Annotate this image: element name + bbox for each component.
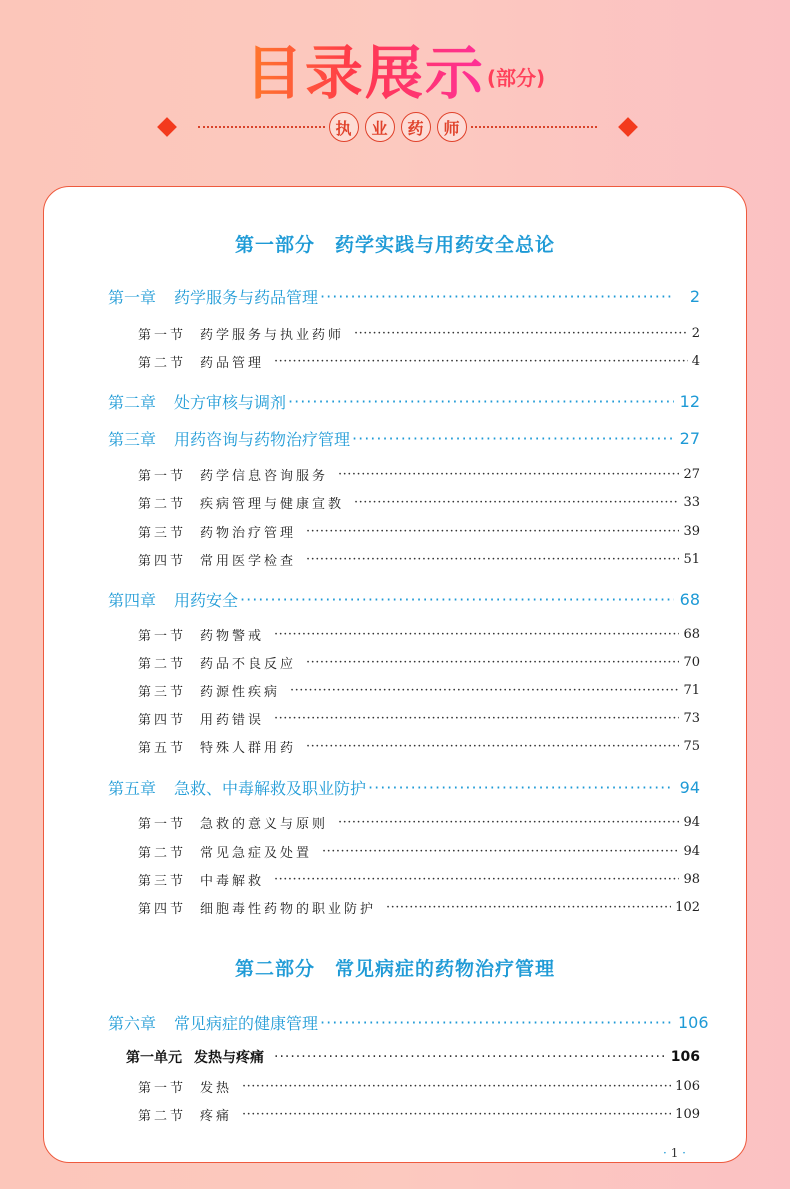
dot-leader xyxy=(338,467,679,482)
dot-leader xyxy=(306,739,679,754)
section-number: 第一节 xyxy=(138,469,187,484)
subtitle-char: 业 xyxy=(365,112,395,142)
chapter-title: 用药安全 xyxy=(174,591,239,610)
chapter-title: 常见病症的健康管理 xyxy=(174,1014,319,1033)
dot-leader xyxy=(338,815,679,830)
section-page: 94 xyxy=(683,815,700,830)
chapter-page: 106 xyxy=(678,1013,709,1032)
page-title xyxy=(0,26,790,110)
dot-leader xyxy=(354,326,688,341)
section-number: 第一节 xyxy=(138,328,187,343)
chapter-page: 2 xyxy=(689,287,700,306)
section-title: 急救的意义与原则 xyxy=(200,817,329,832)
section-page: 94 xyxy=(683,844,700,859)
toc-chapter-5[interactable] xyxy=(108,776,700,799)
toc-chapter-2[interactable] xyxy=(108,390,700,413)
toc-section[interactable] xyxy=(138,352,700,371)
part-heading: 第一部分 药学实践与用药安全总论 xyxy=(234,234,555,256)
section-number: 第二节 xyxy=(138,497,187,512)
section-page: 102 xyxy=(675,900,700,915)
toc-section[interactable] xyxy=(138,813,700,832)
dotted-divider-left xyxy=(198,126,325,128)
section-title: 药物警戒 xyxy=(200,629,265,644)
section-number: 第四节 xyxy=(138,713,187,728)
section-page: 39 xyxy=(683,524,700,539)
chapter-page: 94 xyxy=(679,778,700,797)
section-number: 第一节 xyxy=(138,1081,187,1096)
title-main: 目录展示 xyxy=(245,26,485,110)
subtitle-char: 药 xyxy=(401,112,431,142)
page-number xyxy=(663,1146,686,1160)
section-page: 70 xyxy=(683,655,700,670)
toc-chapter-6[interactable] xyxy=(108,1011,709,1034)
section-page: 75 xyxy=(683,739,700,754)
toc-section[interactable] xyxy=(138,898,700,917)
section-title: 中毒解救 xyxy=(200,874,265,889)
section-page: 27 xyxy=(683,467,700,482)
toc-section[interactable] xyxy=(138,522,700,541)
chapter-number: 第五章 xyxy=(108,779,157,798)
section-title: 细胞毒性药物的职业防护 xyxy=(200,902,377,917)
chapter-number: 第二章 xyxy=(108,393,157,412)
dot-leader xyxy=(386,900,671,915)
section-page: 2 xyxy=(691,326,700,341)
title-suffix: (部分) xyxy=(486,66,546,90)
unit-number: 第一单元 xyxy=(126,1050,182,1066)
part-heading: 第二部分 常见病症的药物治疗管理 xyxy=(234,958,555,980)
chapter-page: 27 xyxy=(679,429,700,448)
dot-leader xyxy=(242,1079,671,1094)
section-page: 106 xyxy=(675,1079,700,1094)
chapter-number: 第六章 xyxy=(108,1014,157,1033)
section-number: 第二节 xyxy=(138,1109,187,1124)
section-number: 第一节 xyxy=(138,817,187,832)
chapter-title: 药学服务与药品管理 xyxy=(174,288,319,307)
chapter-title: 急救、中毒解救及职业防护 xyxy=(174,779,367,798)
dot-leader xyxy=(274,872,679,887)
toc-section[interactable] xyxy=(138,324,700,343)
dot-leader xyxy=(274,1049,667,1065)
section-title: 药品管理 xyxy=(200,356,265,371)
section-title: 药品不良反应 xyxy=(200,657,297,672)
section-title: 药物治疗管理 xyxy=(200,526,297,541)
toc-section[interactable] xyxy=(138,709,700,728)
dot-icon: · xyxy=(663,1146,667,1160)
toc-chapter-3[interactable] xyxy=(108,427,700,450)
toc-chapter-4[interactable] xyxy=(108,588,700,611)
dotted-divider-right xyxy=(471,126,598,128)
section-number: 第二节 xyxy=(138,657,187,672)
subtitle-char: 师 xyxy=(437,112,467,142)
toc-chapter-1[interactable] xyxy=(108,285,700,308)
section-title: 常见急症及处置 xyxy=(200,846,313,861)
section-title: 药源性疾病 xyxy=(200,685,281,700)
chapter-title: 处方审核与调剂 xyxy=(174,393,287,412)
section-number: 第二节 xyxy=(138,846,187,861)
toc-section[interactable] xyxy=(138,625,700,644)
dot-leader xyxy=(274,354,688,369)
chapter-page: 68 xyxy=(679,590,700,609)
chapter-number: 第一章 xyxy=(108,288,157,307)
section-page: 68 xyxy=(683,627,700,642)
dot-leader xyxy=(320,287,674,306)
section-title: 药学服务与执业药师 xyxy=(200,328,345,343)
dot-leader xyxy=(354,495,679,510)
section-number: 第三节 xyxy=(138,874,187,889)
dot-leader xyxy=(352,429,674,448)
subtitle-char: 执 xyxy=(329,112,359,142)
dot-leader xyxy=(288,392,674,411)
toc-section[interactable] xyxy=(138,842,700,861)
toc-section[interactable] xyxy=(138,1105,700,1124)
dot-icon: · xyxy=(682,1146,686,1160)
dot-leader xyxy=(306,524,679,539)
unit-page: 106 xyxy=(670,1049,700,1065)
section-page: 71 xyxy=(683,683,700,698)
section-number: 第二节 xyxy=(138,356,187,371)
chapter-title: 用药咨询与药物治疗管理 xyxy=(174,430,351,449)
page-number-value: 1 xyxy=(670,1146,679,1160)
section-page: 51 xyxy=(683,552,700,567)
toc-unit[interactable] xyxy=(126,1047,700,1067)
section-number: 第五节 xyxy=(138,741,187,756)
section-page: 33 xyxy=(683,495,700,510)
toc-section[interactable] xyxy=(138,1077,700,1096)
dot-leader xyxy=(322,844,679,859)
section-title: 疼痛 xyxy=(200,1109,233,1124)
chapter-number: 第四章 xyxy=(108,591,157,610)
toc-section[interactable] xyxy=(138,493,700,512)
dot-leader xyxy=(290,683,679,698)
section-title: 发热 xyxy=(200,1081,233,1096)
dot-leader xyxy=(368,778,674,797)
toc-section[interactable] xyxy=(138,550,700,569)
section-title: 用药错误 xyxy=(200,713,265,728)
subtitle-banner xyxy=(160,110,635,144)
section-page: 4 xyxy=(691,354,700,369)
section-page: 73 xyxy=(683,711,700,726)
section-title: 药学信息咨询服务 xyxy=(200,469,329,484)
section-number: 第四节 xyxy=(138,902,187,917)
section-page: 98 xyxy=(683,872,700,887)
section-number: 第三节 xyxy=(138,526,187,541)
dot-leader xyxy=(240,590,674,609)
diamond-right-icon xyxy=(618,117,638,137)
dot-leader xyxy=(306,552,679,567)
toc-section[interactable] xyxy=(138,870,700,889)
section-title: 常用医学检查 xyxy=(200,554,297,569)
dot-leader xyxy=(306,655,679,670)
section-page: 109 xyxy=(675,1107,700,1122)
toc-section[interactable] xyxy=(138,737,700,756)
dot-leader xyxy=(274,711,679,726)
subtitle-circles xyxy=(329,112,467,142)
section-title: 特殊人群用药 xyxy=(200,741,297,756)
section-number: 第三节 xyxy=(138,685,187,700)
dot-leader xyxy=(320,1013,674,1032)
toc-section[interactable] xyxy=(138,681,700,700)
chapter-number: 第三章 xyxy=(108,430,157,449)
dot-leader xyxy=(242,1107,671,1122)
diamond-left-icon xyxy=(157,117,177,137)
chapter-page: 12 xyxy=(679,392,700,411)
section-number: 第四节 xyxy=(138,554,187,569)
section-number: 第一节 xyxy=(138,629,187,644)
toc-section[interactable] xyxy=(138,465,700,484)
toc-card xyxy=(43,186,747,1163)
section-title: 疾病管理与健康宣教 xyxy=(200,497,345,512)
unit-title: 发热与疼痛 xyxy=(194,1050,264,1066)
toc-section[interactable] xyxy=(138,653,700,672)
dot-leader xyxy=(274,627,679,642)
